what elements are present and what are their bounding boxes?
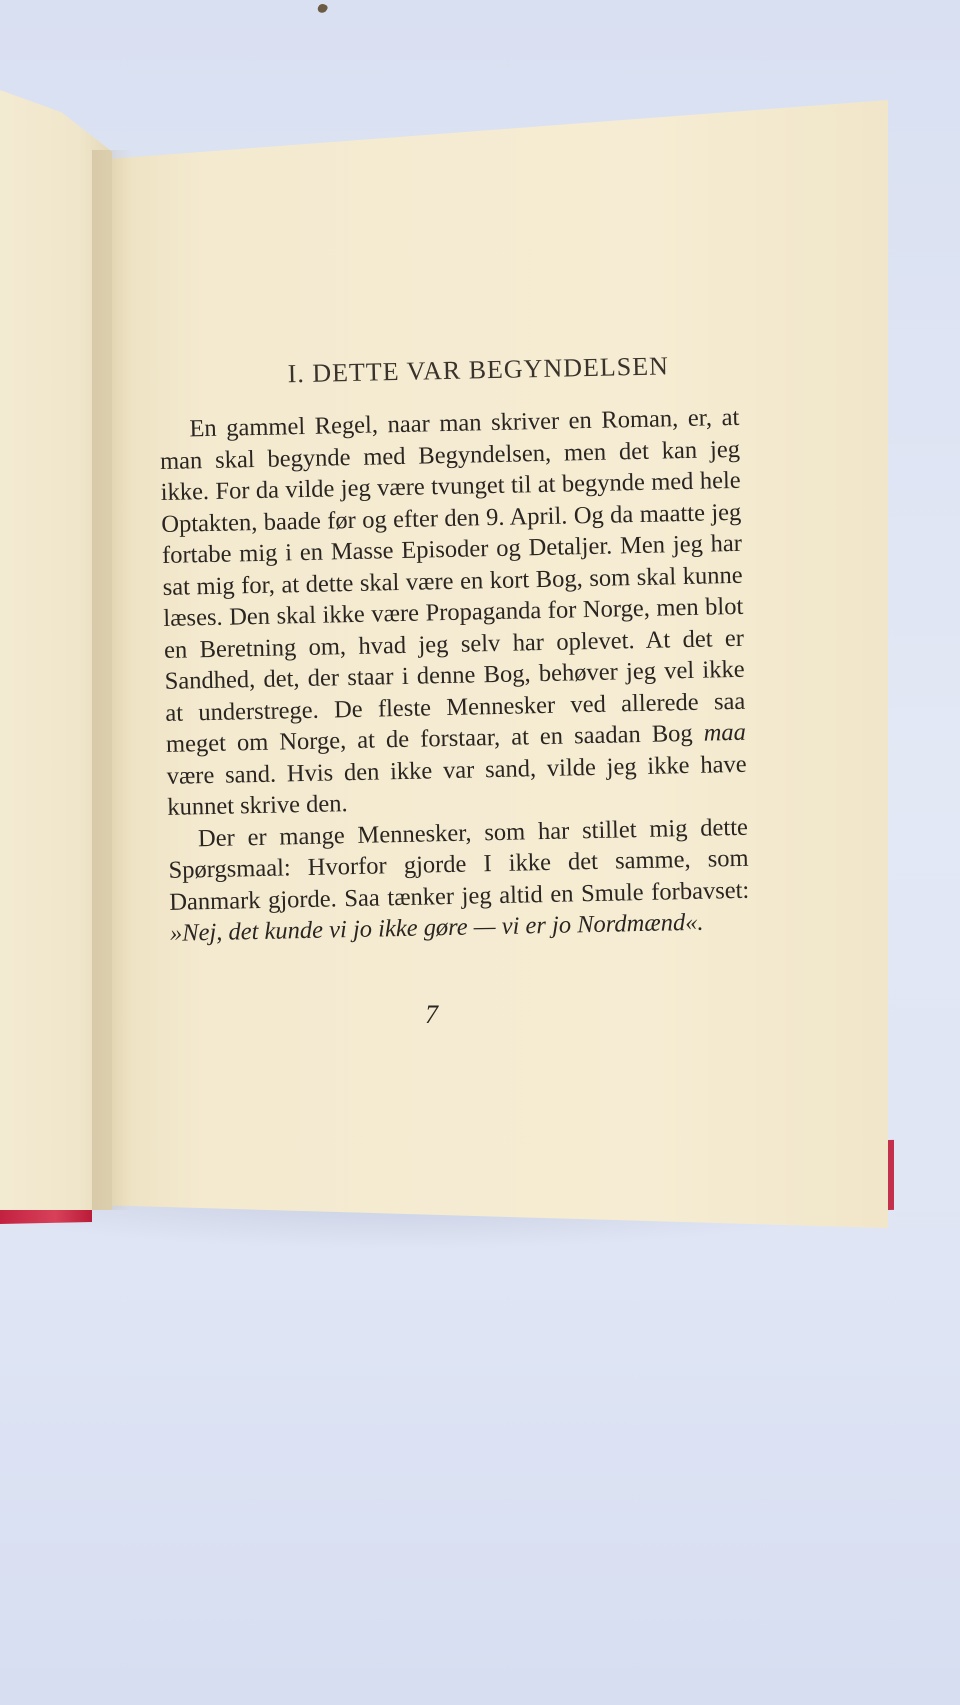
dust-speck (317, 3, 329, 15)
paragraph-2-italic: »Nej, det kunde vi jo ikke gøre — vi er jo Nordmænd«. (169, 908, 704, 947)
paragraph-2 (168, 811, 751, 949)
page-number: 7 (425, 1000, 438, 1029)
paragraph-1-text: En gammel Regel, naar man skriver en Roman, er, at man skal begynde med Begyndelsen, men det kan jeg ikke. For da vilde jeg være tvunget til at begynde med hele Optakten, baade før og efter den 9. April. Og da maatte jeg fortabe mig i en Masse Episoder og Detaljer. Men jeg har sat mig for, at dette skal være en kort Bog, som skal kunne læses. Den skal ikke være Propaganda for Norge, men blot en Beretning om, hvad jeg selv har oplevet. At det er Sandhed, det, der staar i denne Bog, behøver jeg vel ikke at understrege. De fleste Mennesker ved allerede saa meget om Norge, at de forstaar, at en saadan Bog (159, 403, 746, 758)
page-text (158, 350, 750, 950)
paragraph-1 (159, 402, 747, 824)
paragraph-1-italic: maa (703, 718, 747, 747)
paragraph-2-text: Der er mange Mennesker, som har stillet mig dette Spørgsmaal: Hvorfor gjorde I ikke det samme, som Danmark gjorde. Saa tænker jeg altid en Smule forbavset: (168, 813, 750, 916)
paragraph-1-end: være sand. Hvis den ikke var sand, vilde jeg ikke have kunnet skrive den. (166, 750, 747, 821)
chapter-heading: I. DETTE VAR BEGYNDELSEN (287, 351, 670, 389)
page-gutter (92, 150, 132, 1210)
